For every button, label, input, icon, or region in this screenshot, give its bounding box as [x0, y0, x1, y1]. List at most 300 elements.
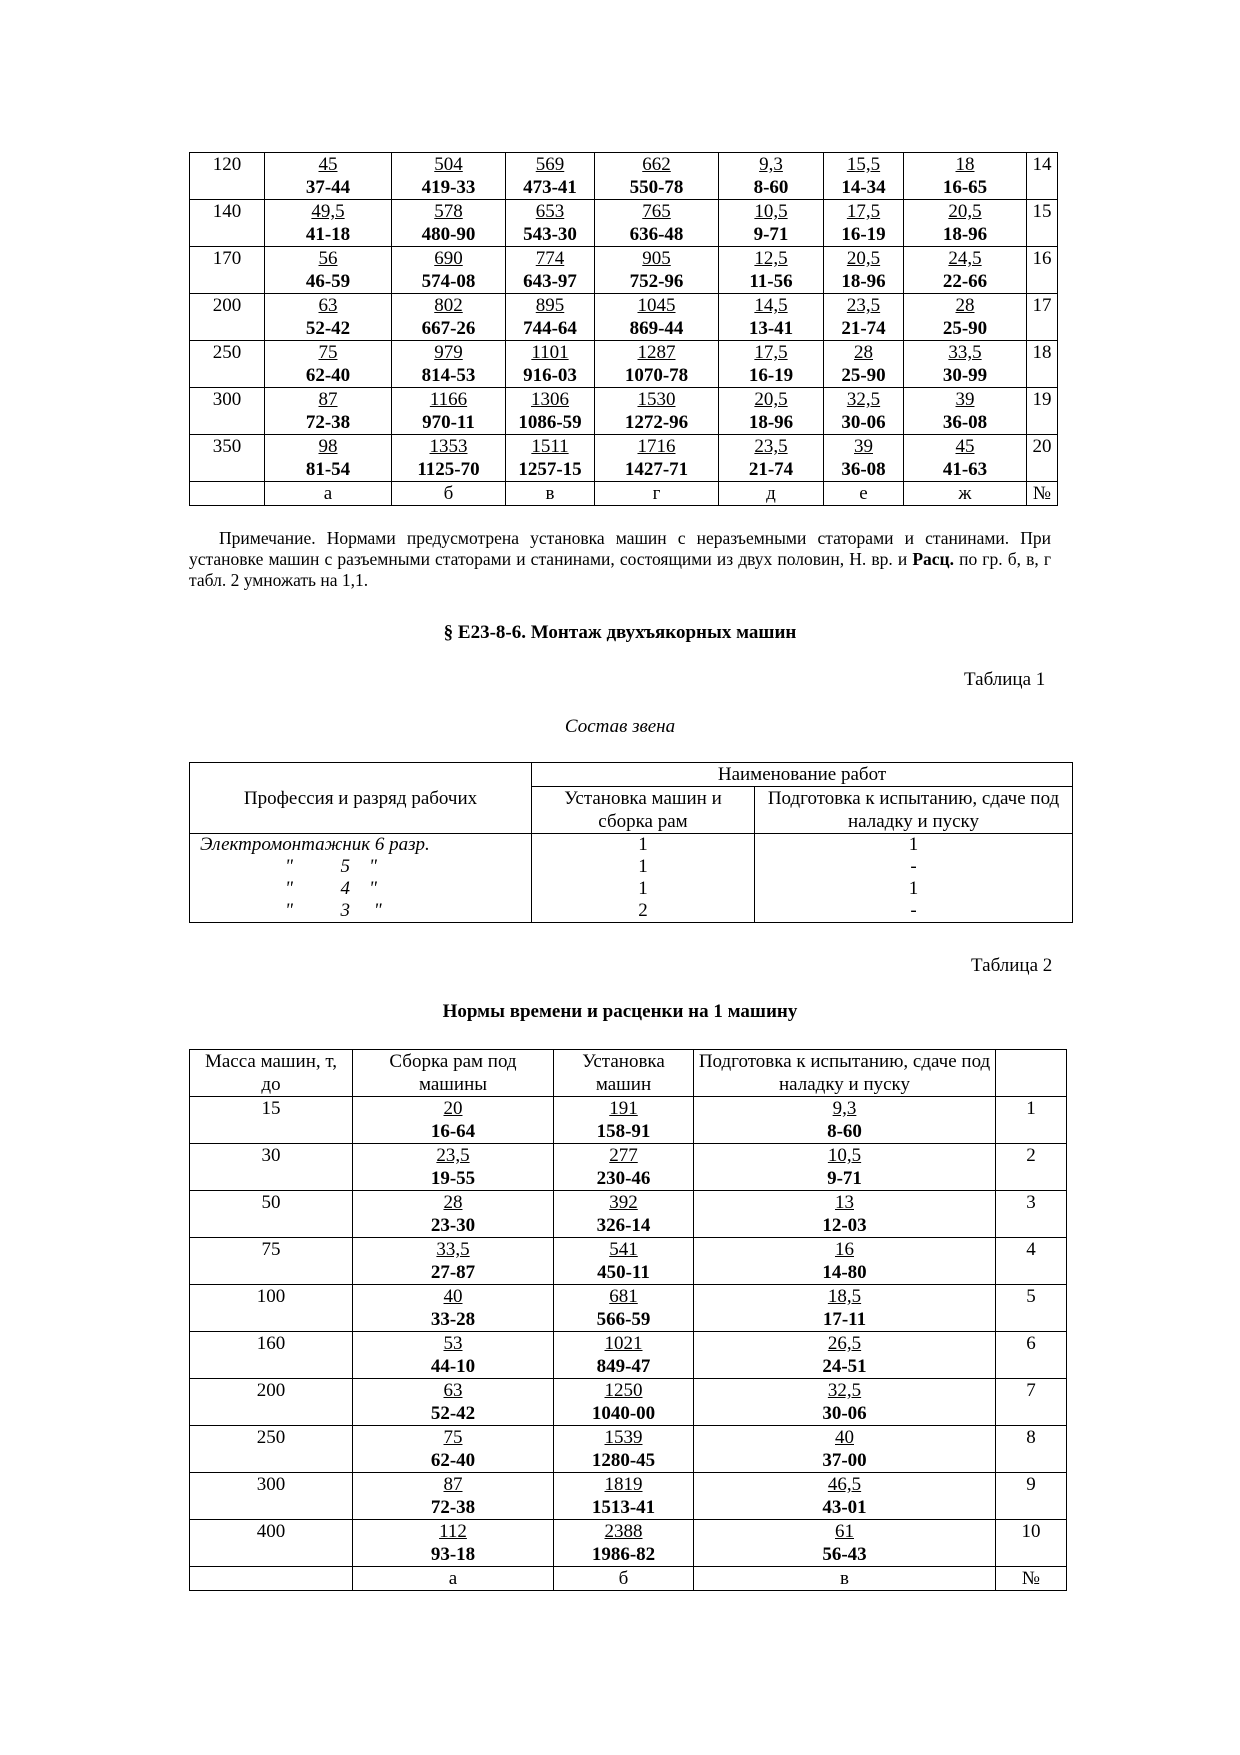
norm-cell [392, 388, 506, 435]
rate: 1086-59 [518, 412, 582, 433]
rate: 1986-82 [591, 1544, 656, 1565]
crew-composition-table [189, 762, 1073, 923]
time-norm: 75 [443, 1427, 463, 1448]
norm-cell [824, 294, 904, 341]
time-norm: 18,5 [827, 1286, 862, 1307]
table-row [190, 1332, 1067, 1379]
norm-cell [824, 388, 904, 435]
rate: 30-99 [942, 365, 988, 386]
profession-cell: " 4 " [190, 878, 532, 900]
row-number: 16 [1027, 247, 1058, 294]
rate: 419-33 [421, 177, 476, 198]
rate: 33-28 [430, 1309, 476, 1330]
norm-cell [554, 1238, 694, 1285]
mass-cell: 400 [190, 1520, 353, 1567]
norm-cell [353, 1238, 554, 1285]
rate: 36-08 [942, 412, 988, 433]
rate: 1427-71 [624, 459, 689, 480]
rate: 814-53 [421, 365, 476, 386]
row-number: 3 [996, 1191, 1067, 1238]
rate: 16-64 [430, 1121, 476, 1142]
norm-cell [265, 247, 392, 294]
norm-cell [353, 1426, 554, 1473]
norm-cell [904, 200, 1027, 247]
norm-cell [694, 1332, 996, 1379]
norm-cell [694, 1473, 996, 1520]
column-letter: а [353, 1567, 554, 1591]
time-norm: 541 [609, 1239, 638, 1260]
mass-cell: 30 [190, 1144, 353, 1191]
time-norm: 979 [434, 342, 463, 363]
mass-cell: 15 [190, 1097, 353, 1144]
rate: 25-90 [942, 318, 988, 339]
time-norm: 14,5 [754, 295, 788, 316]
norm-cell [353, 1520, 554, 1567]
norm-cell [719, 153, 824, 200]
norm-cell [554, 1191, 694, 1238]
install-count: 1 [532, 878, 755, 900]
install-count: 1 [532, 834, 755, 857]
rate: 22-66 [942, 271, 988, 292]
norm-cell [506, 247, 595, 294]
norm-cell [719, 200, 824, 247]
rate: 25-90 [841, 365, 886, 386]
rate: 36-08 [841, 459, 886, 480]
row-number: 20 [1027, 435, 1058, 482]
norm-cell [353, 1379, 554, 1426]
time-norm: 802 [434, 295, 463, 316]
norm-cell [554, 1473, 694, 1520]
rate: 16-65 [942, 177, 988, 198]
time-norm: 17,5 [754, 342, 788, 363]
row-number: 14 [1027, 153, 1058, 200]
norm-cell [506, 200, 595, 247]
row-number: 2 [996, 1144, 1067, 1191]
time-norm: 9,3 [759, 154, 783, 175]
time-norm: 9,3 [832, 1098, 857, 1119]
row-number: 7 [996, 1379, 1067, 1426]
time-norm: 32,5 [846, 389, 881, 410]
time-norm: 1353 [429, 436, 468, 457]
table-row [190, 341, 1058, 388]
norm-cell [353, 1332, 554, 1379]
rate: 18-96 [841, 271, 886, 292]
table-row [190, 1144, 1067, 1191]
profession-cell: " 5 " [190, 856, 532, 878]
time-norm: 905 [642, 248, 671, 269]
mass-cell: 120 [190, 153, 265, 200]
table2-caption: Таблица 2 [971, 955, 1053, 976]
header-prep: Подготовка к испытанию, сдаче под наладку и пуску [694, 1050, 996, 1097]
rate: 9-71 [753, 224, 789, 245]
header-install: Установка машин и сборка рам [532, 787, 755, 834]
header-profession: Профессия и разряд рабочих [190, 763, 532, 834]
column-letter: е [824, 482, 904, 506]
rate: 667-26 [421, 318, 476, 339]
mass-cell: 200 [190, 294, 265, 341]
norm-cell [353, 1097, 554, 1144]
norm-cell [506, 435, 595, 482]
norm-cell [694, 1520, 996, 1567]
time-norm: 75 [318, 342, 338, 363]
rate: 43-01 [822, 1497, 867, 1518]
mass-cell: 170 [190, 247, 265, 294]
time-norm: 681 [609, 1286, 638, 1307]
rate: 41-18 [305, 224, 351, 245]
mass-cell: 160 [190, 1332, 353, 1379]
rate: 1513-41 [591, 1497, 656, 1518]
time-norm: 2388 [604, 1521, 643, 1542]
rate: 744-64 [523, 318, 577, 339]
norm-cell [392, 341, 506, 388]
time-norm: 504 [434, 154, 463, 175]
time-norm: 765 [642, 201, 671, 222]
time-norm: 87 [318, 389, 338, 410]
norm-cell [904, 153, 1027, 200]
rate: 30-06 [841, 412, 886, 433]
rate: 46-59 [305, 271, 351, 292]
row-number: 10 [996, 1520, 1067, 1567]
rate: 41-63 [942, 459, 988, 480]
header-frames: Сборка рам под машины [353, 1050, 554, 1097]
time-norm: 39 [955, 389, 975, 410]
rate: 24-51 [822, 1356, 867, 1377]
row-number: 17 [1027, 294, 1058, 341]
norm-cell [265, 388, 392, 435]
table-row [190, 1097, 1067, 1144]
column-letter: ж [904, 482, 1027, 506]
norm-cell [595, 388, 719, 435]
rate: 480-90 [421, 224, 476, 245]
rate: 52-42 [430, 1403, 476, 1424]
time-norm: 28 [854, 342, 873, 363]
table-row [190, 153, 1058, 200]
time-norm: 23,5 [754, 436, 788, 457]
time-norm: 40 [835, 1427, 854, 1448]
time-norm: 690 [434, 248, 463, 269]
rate: 1125-70 [417, 459, 480, 480]
time-norm: 33,5 [948, 342, 982, 363]
norm-cell [824, 153, 904, 200]
rate: 752-96 [629, 271, 684, 292]
rate: 8-60 [827, 1121, 862, 1142]
norm-cell [265, 435, 392, 482]
norm-cell [506, 153, 595, 200]
norm-cell [904, 388, 1027, 435]
time-norm: 392 [609, 1192, 638, 1213]
norm-cell [595, 435, 719, 482]
table-row [190, 435, 1058, 482]
norm-cell [719, 247, 824, 294]
time-norm: 569 [535, 154, 565, 175]
time-norm: 26,5 [827, 1333, 862, 1354]
norm-cell [392, 247, 506, 294]
rate: 543-30 [523, 224, 577, 245]
norm-cell [595, 153, 719, 200]
rate: 1040-00 [591, 1403, 656, 1424]
time-norm: 28 [443, 1192, 463, 1213]
rate: 1280-45 [591, 1450, 656, 1471]
norm-cell [554, 1332, 694, 1379]
table-row [190, 1426, 1067, 1473]
mass-cell: 75 [190, 1238, 353, 1285]
rate: 643-97 [523, 271, 577, 292]
rate: 574-08 [421, 271, 476, 292]
rate: 636-48 [629, 224, 684, 245]
table-row [190, 1473, 1067, 1520]
time-norm: 1306 [531, 389, 569, 410]
column-letter: б [392, 482, 506, 506]
time-norm: 1101 [531, 342, 569, 363]
time-norm: 13 [835, 1192, 854, 1213]
time-norm: 20,5 [948, 201, 982, 222]
norm-cell [554, 1426, 694, 1473]
time-norm: 112 [439, 1521, 467, 1542]
norms-table-continuation [189, 152, 1058, 506]
mass-cell: 250 [190, 341, 265, 388]
rate: 566-59 [596, 1309, 651, 1330]
rate: 13-41 [748, 318, 794, 339]
time-norm: 40 [443, 1286, 463, 1307]
rate: 849-47 [596, 1356, 651, 1377]
norm-cell [595, 294, 719, 341]
norm-cell [904, 247, 1027, 294]
rate: 62-40 [305, 365, 351, 386]
column-letter: б [554, 1567, 694, 1591]
norm-cell [265, 294, 392, 341]
rate: 52-42 [305, 318, 351, 339]
note-paragraph: Примечание. Нормами предусмотрена установка машин с неразъемными статорами и станинами. При установке машин с разъемными статорами и станинами, состоящими из двух половин, Н. вр. и Расц. по гр. б, в, г табл. 2 умножать на 1,1. [189, 528, 1052, 590]
time-norm: 10,5 [827, 1145, 862, 1166]
column-letter: в [694, 1567, 996, 1591]
norm-cell [353, 1144, 554, 1191]
time-norm: 1045 [637, 295, 676, 316]
time-norm: 17,5 [846, 201, 881, 222]
time-norm: 1166 [429, 389, 468, 410]
time-norm: 1539 [604, 1427, 643, 1448]
mass-cell: 250 [190, 1426, 353, 1473]
norm-cell [694, 1238, 996, 1285]
time-norm: 63 [443, 1380, 463, 1401]
row-number: 15 [1027, 200, 1058, 247]
norm-cell [719, 294, 824, 341]
rate: 18-96 [942, 224, 988, 245]
norm-cell [265, 341, 392, 388]
time-norm: 23,5 [436, 1145, 470, 1166]
norm-cell [506, 388, 595, 435]
mass-cell: 300 [190, 1473, 353, 1520]
norm-cell [694, 1379, 996, 1426]
column-letter: а [265, 482, 392, 506]
time-norm: 578 [434, 201, 463, 222]
mass-cell: 140 [190, 200, 265, 247]
norm-cell [392, 200, 506, 247]
row-number: 6 [996, 1332, 1067, 1379]
time-norm: 16 [835, 1239, 854, 1260]
table1-subtitle: Состав звена [564, 716, 676, 737]
rate: 326-14 [596, 1215, 651, 1236]
norm-cell [353, 1285, 554, 1332]
rate: 56-43 [822, 1544, 867, 1565]
time-norm: 277 [609, 1145, 638, 1166]
time-norm: 20,5 [846, 248, 881, 269]
time-norm: 12,5 [754, 248, 788, 269]
time-norm: 45 [318, 154, 338, 175]
rate: 72-38 [305, 412, 351, 433]
rate: 19-55 [430, 1168, 476, 1189]
table-row [190, 1520, 1067, 1567]
table-row [190, 200, 1058, 247]
time-norms-table [189, 1049, 1067, 1591]
rate: 14-34 [841, 177, 886, 198]
time-norm: 56 [318, 248, 338, 269]
letters-row [190, 1567, 1067, 1591]
empty-cell [190, 1567, 353, 1591]
norm-cell [265, 200, 392, 247]
header-no [996, 1050, 1067, 1097]
rate: 158-91 [596, 1121, 651, 1142]
time-norm: 45 [955, 436, 975, 457]
mass-cell: 350 [190, 435, 265, 482]
norm-cell [904, 435, 1027, 482]
norm-cell [719, 435, 824, 482]
rate: 16-19 [748, 365, 794, 386]
table-row [190, 247, 1058, 294]
time-norm: 49,5 [311, 201, 345, 222]
time-norm: 1530 [637, 389, 676, 410]
rate: 44-10 [430, 1356, 476, 1377]
norm-cell [506, 341, 595, 388]
time-norm: 46,5 [827, 1474, 862, 1495]
rate: 18-96 [748, 412, 794, 433]
time-norm: 98 [318, 436, 338, 457]
rate: 23-30 [430, 1215, 476, 1236]
number-label: № [996, 1567, 1067, 1591]
time-norm: 33,5 [436, 1239, 470, 1260]
time-norm: 15,5 [846, 154, 881, 175]
table-row [190, 388, 1058, 435]
table-row [190, 1238, 1067, 1285]
prep-count: 1 [755, 878, 1073, 900]
time-norm: 39 [854, 436, 873, 457]
time-norm: 23,5 [846, 295, 881, 316]
norm-cell [824, 200, 904, 247]
row-number: 19 [1027, 388, 1058, 435]
rate: 72-38 [430, 1497, 476, 1518]
rate: 21-74 [748, 459, 794, 480]
header-works: Наименование работ [532, 763, 1073, 787]
rate: 62-40 [430, 1450, 476, 1471]
norm-cell [719, 341, 824, 388]
rate: 9-71 [827, 1168, 862, 1189]
norm-cell [694, 1191, 996, 1238]
norm-cell [353, 1191, 554, 1238]
rate: 37-00 [822, 1450, 867, 1471]
mass-cell: 300 [190, 388, 265, 435]
rate: 14-80 [822, 1262, 867, 1283]
column-letter: г [595, 482, 719, 506]
rate: 1070-78 [624, 365, 689, 386]
rate: 473-41 [523, 177, 577, 198]
norm-cell [595, 247, 719, 294]
rate: 17-11 [822, 1309, 867, 1330]
rate: 11-56 [749, 271, 793, 292]
time-norm: 1819 [604, 1474, 643, 1495]
norm-cell [554, 1379, 694, 1426]
norm-cell [554, 1097, 694, 1144]
norm-cell [392, 153, 506, 200]
table-row [190, 1191, 1067, 1238]
time-norm: 774 [535, 248, 565, 269]
rate: 93-18 [430, 1544, 476, 1565]
norm-cell [392, 435, 506, 482]
norm-cell [595, 200, 719, 247]
norm-cell [353, 1473, 554, 1520]
header-prep: Подготовка к испытанию, сдаче под наладку и пуску [755, 787, 1073, 834]
norm-cell [719, 388, 824, 435]
time-norm: 1511 [531, 436, 569, 457]
norm-cell [554, 1144, 694, 1191]
prep-count: - [755, 900, 1073, 923]
rate: 81-54 [305, 459, 351, 480]
rate: 8-60 [753, 177, 789, 198]
rate: 1272-96 [624, 412, 689, 433]
time-norm: 53 [443, 1333, 463, 1354]
time-norm: 87 [443, 1474, 463, 1495]
prep-count: 1 [755, 834, 1073, 857]
time-norm: 1250 [604, 1380, 643, 1401]
mass-cell: 200 [190, 1379, 353, 1426]
time-norm: 20,5 [754, 389, 788, 410]
time-norm: 18 [955, 154, 975, 175]
rate: 916-03 [523, 365, 577, 386]
row-number: 5 [996, 1285, 1067, 1332]
time-norm: 662 [642, 154, 671, 175]
time-norm: 1021 [604, 1333, 643, 1354]
norm-cell [595, 341, 719, 388]
table1-caption: Таблица 1 [964, 669, 1046, 690]
time-norm: 28 [955, 295, 975, 316]
number-label: № [1027, 482, 1058, 506]
norm-cell [904, 294, 1027, 341]
time-norm: 1287 [637, 342, 676, 363]
time-norm: 61 [835, 1521, 854, 1542]
row-number: 9 [996, 1473, 1067, 1520]
table2-title: Нормы времени и расценки на 1 машину [442, 1001, 798, 1022]
norm-cell [694, 1426, 996, 1473]
norm-cell [694, 1144, 996, 1191]
install-count: 2 [532, 900, 755, 923]
norm-cell [265, 153, 392, 200]
rate: 230-46 [596, 1168, 651, 1189]
table-row [190, 294, 1058, 341]
norm-cell [554, 1520, 694, 1567]
column-letter: в [506, 482, 595, 506]
norm-cell [694, 1097, 996, 1144]
time-norm: 20 [443, 1098, 463, 1119]
profession-cell: Электромонтажник 6 разр. [190, 834, 532, 857]
rate: 21-74 [841, 318, 886, 339]
mass-cell: 100 [190, 1285, 353, 1332]
norm-cell [824, 247, 904, 294]
time-norm: 24,5 [948, 248, 982, 269]
norm-cell [904, 341, 1027, 388]
header-mass: Масса машин, т, до [190, 1050, 353, 1097]
time-norm: 653 [535, 201, 565, 222]
rate: 450-11 [597, 1262, 650, 1283]
row-number: 1 [996, 1097, 1067, 1144]
row-number: 8 [996, 1426, 1067, 1473]
